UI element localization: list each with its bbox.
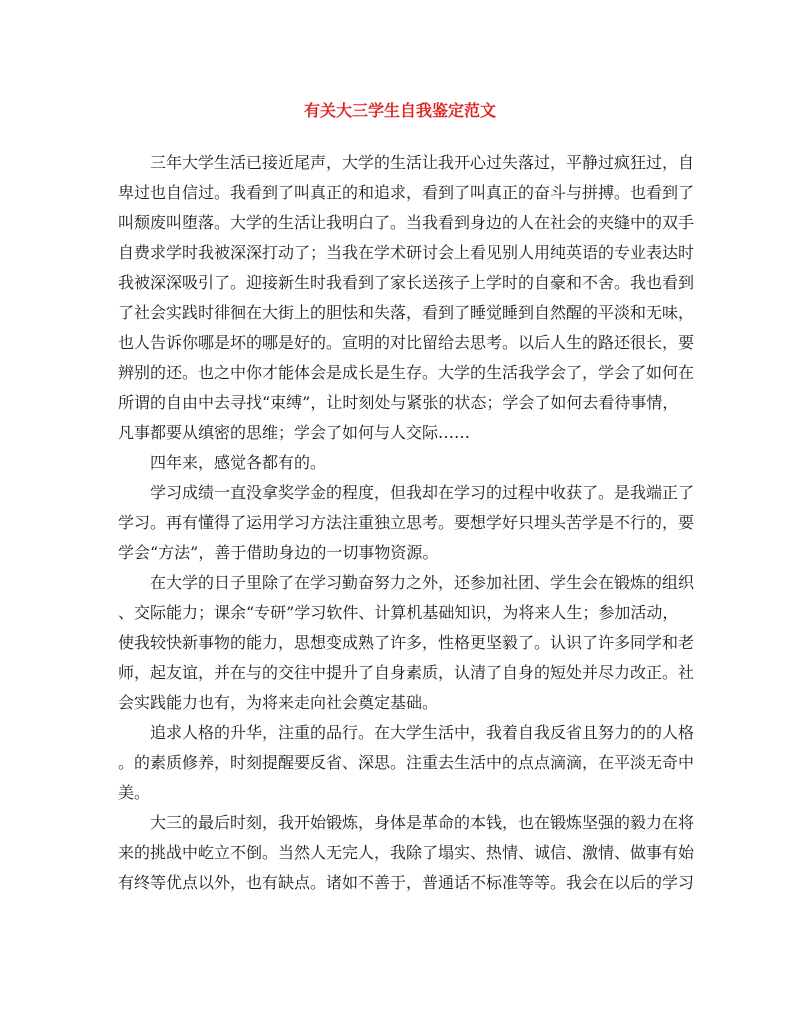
body-line: 来的挑战中屹立不倒。当然人无完人，我除了塌实、热情、诚信、激情、做事有始	[118, 843, 695, 862]
body-line: 四年来，感觉各都有的。	[150, 453, 327, 472]
body-line: 卑过也自信过。我看到了叫真正的和追求，看到了叫真正的奋斗与拼搏。也看到了	[118, 183, 695, 202]
body-line: 学习。再有懂得了运用学习方法注重独立思考。要想学好只埋头苦学是不行的，要	[118, 513, 695, 532]
body-line: 师，起友谊，并在与的交往中提升了自身素质，认清了自身的短处并尽力改正。社	[118, 663, 695, 682]
body-line: 使我较快新事物的能力，思想变成熟了许多，性格更坚毅了。认识了许多同学和老	[118, 633, 695, 652]
body-line: 我被深深吸引了。迎接新生时我看到了家长送孩子上学时的自豪和不舍。我也看到	[118, 273, 695, 292]
body-line: 三年大学生活已接近尾声，大学的生活让我开心过失落过，平静过疯狂过，自	[150, 153, 695, 172]
body-line: 学会“方法”，善于借助身边的一切事物资源。	[118, 543, 439, 562]
body-line: 追求人格的升华，注重的品行。在大学生活中，我着自我反省且努力的的人格	[150, 723, 695, 742]
document-title: 有关大三学生自我鉴定范文	[303, 101, 496, 120]
body-line: 、交际能力；课余“专研”学习软件、计算机基础知识，为将来人生；参加活动，	[118, 603, 679, 622]
body-line: 学习成绩一直没拿奖学金的程度，但我却在学习的过程中收获了。是我端正了	[150, 483, 695, 502]
body-line: 凡事都要从缜密的思维；学会了如何与人交际……	[118, 423, 471, 442]
body-line: 所谓的自由中去寻找“束缚”，让时刻处与紧张的状态；学会了如何去看待事情，	[118, 393, 679, 412]
body-line: 辨别的还。也之中你才能体会是成长是生存。大学的生活我学会了，学会了如何在	[118, 363, 695, 382]
body-line: 会实践能力也有，为将来走向社会奠定基础。	[118, 693, 439, 712]
body-line: 。的素质修养，时刻提醒要反省、深思。注重去生活中的点点滴滴，在平淡无奇中	[118, 753, 695, 772]
body-line: 叫颓废叫堕落。大学的生活让我明白了。当我看到身边的人在社会的夹缝中的双手	[118, 213, 695, 232]
body-line: 美。	[118, 783, 151, 802]
body-line: 大三的最后时刻，我开始锻炼，身体是革命的本钱，也在锻炼坚强的毅力在将	[150, 813, 695, 832]
body-line: 也人告诉你哪是坏的哪是好的。宣明的对比留给去思考。以后人生的路还很长，要	[118, 333, 695, 352]
body-line: 在大学的日子里除了在学习勤奋努力之外，还参加社团、学生会在锻炼的组织	[150, 573, 695, 592]
body-line: 了社会实践时徘徊在大街上的胆怯和失落，看到了睡觉睡到自然醒的平淡和无味，	[118, 303, 695, 322]
body-line: 有终等优点以外，也有缺点。诸如不善于，普通话不标准等等。我会在以后的学习	[118, 873, 695, 892]
body-line: 自费求学时我被深深打动了；当我在学术研讨会上看见别人用纯英语的专业表达时	[118, 243, 695, 262]
